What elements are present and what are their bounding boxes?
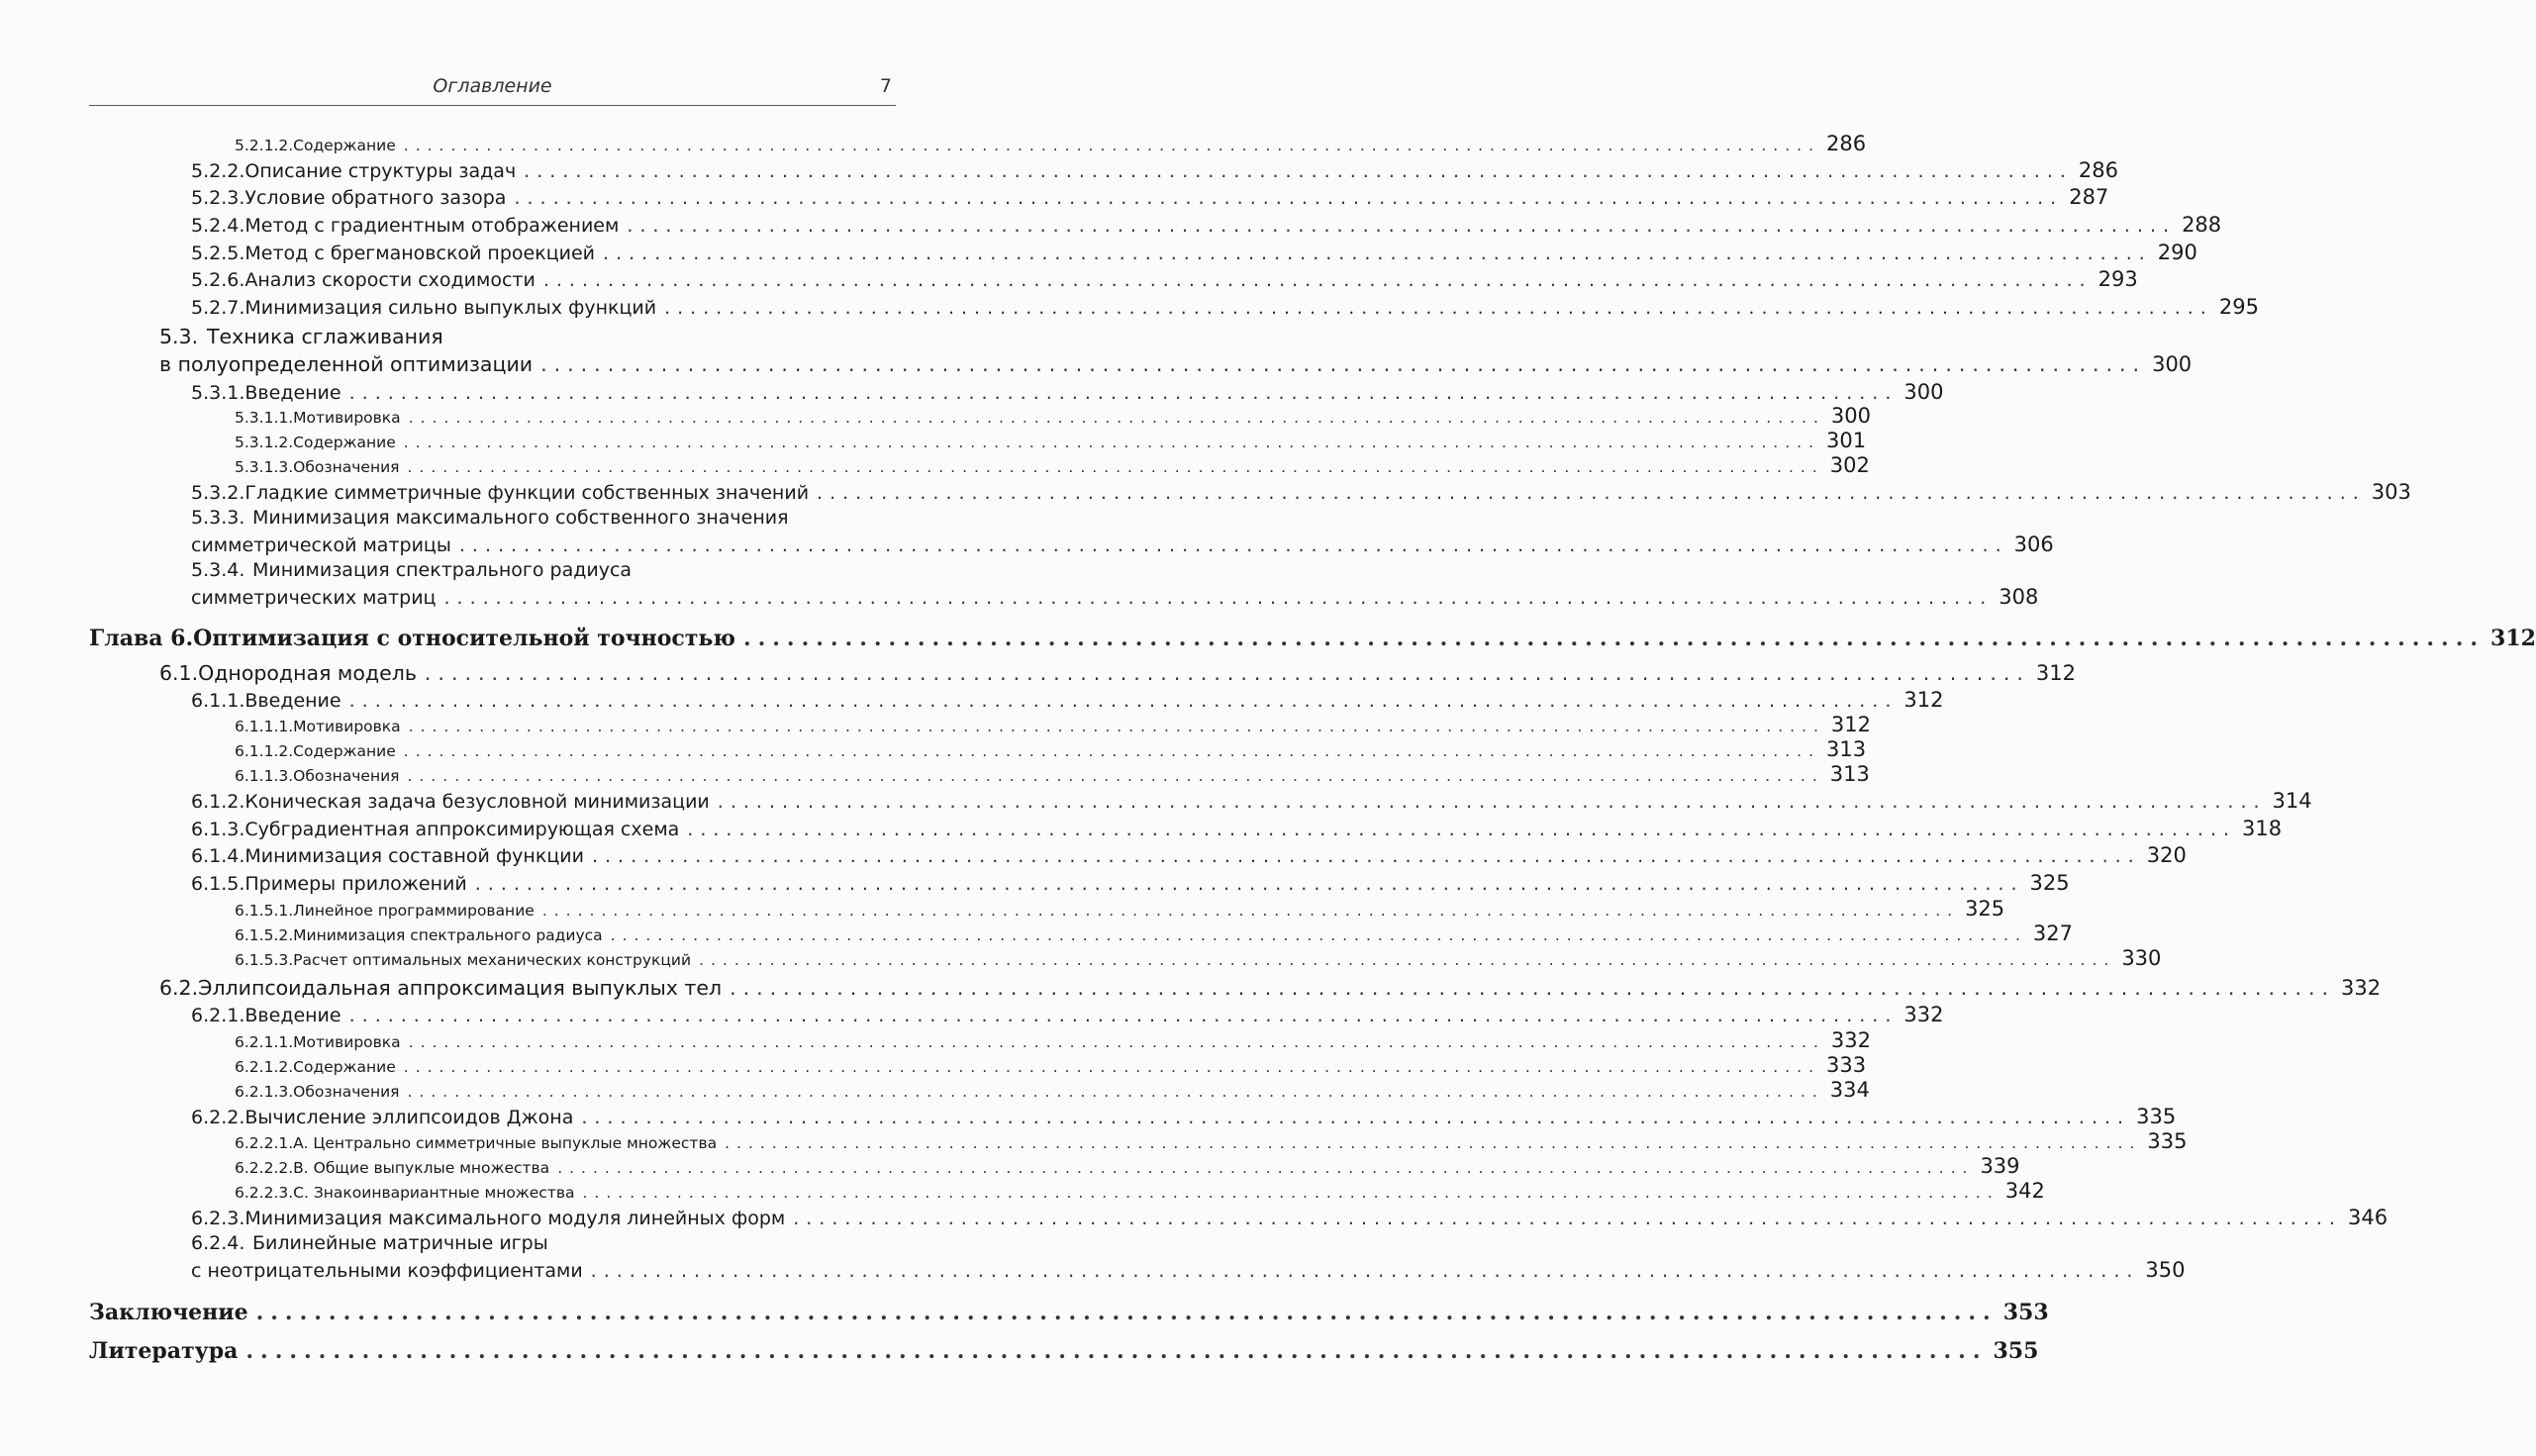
dot-leader: ........................................................................................................................ xyxy=(699,951,2116,969)
toc-entry[interactable] xyxy=(235,429,1867,452)
toc-entry[interactable] xyxy=(191,380,1944,404)
toc-entry[interactable] xyxy=(235,1129,2188,1153)
toc-page-number: 295 xyxy=(2218,295,2259,319)
toc-page-number: 314 xyxy=(2272,789,2312,813)
toc-entry-title: B. Общие выпуклые множества xyxy=(293,1159,550,1177)
dot-leader: ........................................................................................................................ xyxy=(581,1107,2131,1128)
toc-entry-number: 6.2.2.1. xyxy=(235,1134,294,1152)
toc-entry-title: Минимизация сильно выпуклых функций xyxy=(244,297,657,319)
toc-entry-title: Обозначения xyxy=(293,1083,400,1101)
toc-entry-number: 5.2.3. xyxy=(191,187,245,209)
toc-entry[interactable] xyxy=(235,1154,2020,1178)
toc-entry-title: Содержание xyxy=(293,742,396,760)
toc-page-number: 332 xyxy=(2341,976,2382,1000)
toc-entry-number: 5.3. xyxy=(159,325,199,348)
toc-page-number: 312 xyxy=(2490,626,2536,651)
toc-entry-number: 6.2.1.3. xyxy=(235,1083,294,1101)
toc-entry[interactable] xyxy=(191,213,2222,237)
toc-entry[interactable] xyxy=(191,789,2312,813)
toc-entry-number: 5.2.4. xyxy=(191,215,245,237)
toc-entry-title: Минимизация составной функции xyxy=(244,845,584,867)
toc-entry-title-continuation: в полуопределенной оптимизации xyxy=(159,352,534,376)
toc-entry-title: Содержание xyxy=(293,137,396,154)
dot-leader: ........................................................................................................................ xyxy=(725,1134,2142,1152)
dot-leader: ........................................................................................................................ xyxy=(730,976,2336,1000)
dot-leader: ........................................................................................................................ xyxy=(591,845,2141,867)
toc-page-number: 288 xyxy=(2182,213,2222,237)
toc-page-number: 303 xyxy=(2371,480,2411,504)
toc-page-number: 293 xyxy=(2097,267,2138,291)
toc-entry-number: 6.1.1. xyxy=(191,690,245,712)
toc-entry-title: Минимизация спектрального радиуса xyxy=(293,926,603,944)
toc-page-number: 312 xyxy=(1903,688,1944,712)
toc-entry-number: 5.2.1.2. xyxy=(235,137,294,154)
toc-entry[interactable] xyxy=(191,241,2197,264)
toc-entry[interactable] xyxy=(191,480,2411,504)
toc-entry-number: 6.2.4. xyxy=(191,1232,245,1254)
toc-entry[interactable] xyxy=(191,1206,2389,1229)
toc-entry-title: Введение xyxy=(244,1005,341,1026)
toc-page-number: 302 xyxy=(1829,453,1870,477)
header-page-number: 7 xyxy=(879,75,892,97)
toc-page-number: 346 xyxy=(2347,1206,2389,1229)
toc-entry-title: A. Центрально симметричные выпуклые множества xyxy=(293,1134,718,1152)
dot-leader: ........................................................................................................................ xyxy=(474,873,2024,895)
dot-leader: ........................................................................................................................ xyxy=(514,187,2064,209)
toc-entry-number: 6.1.1.2. xyxy=(235,742,294,760)
toc-entry-title: Мотивировка xyxy=(293,409,401,427)
toc-page-number: 335 xyxy=(2136,1105,2177,1128)
toc-entry-number: 5.3.2. xyxy=(191,482,245,504)
toc-entry-number: 6.1.1.1. xyxy=(235,718,294,735)
toc-page-number: 312 xyxy=(2035,661,2076,685)
toc-entry-title: Введение xyxy=(244,382,341,404)
toc-entry-title: Литература xyxy=(89,1338,239,1364)
toc-page-number: 286 xyxy=(1826,132,1867,155)
dot-leader: ........................................................................................................................ xyxy=(348,690,1899,712)
toc-page-number: 355 xyxy=(1993,1338,2039,1364)
toc-entry[interactable] xyxy=(191,185,2109,209)
toc-page-number: 342 xyxy=(2004,1179,2045,1203)
dot-leader: ........................................................................................................................ xyxy=(403,1058,1821,1076)
toc-entry[interactable] xyxy=(235,1179,2045,1203)
toc-page-number: 353 xyxy=(2002,1300,2049,1325)
toc-entry-title: C. Знакоинвариантные множества xyxy=(293,1184,575,1202)
toc-entry-first-line xyxy=(191,507,789,529)
toc-entry-title: Гладкие симметричные функции собственных значений xyxy=(244,482,810,504)
dot-leader: ........................................................................................................................ xyxy=(524,160,2073,182)
toc-entry[interactable] xyxy=(191,1003,1944,1026)
toc-entry-title: Оптимизация с относительной точностью xyxy=(193,626,735,651)
dot-leader: ........................................................................................................................ xyxy=(408,1033,1825,1051)
dot-leader: ........................................................................................................................ xyxy=(582,1184,2000,1202)
toc-entry-number: 6.1.5.3. xyxy=(235,951,294,969)
toc-entry[interactable] xyxy=(235,737,1867,761)
toc-entry-number: 6.2.1. xyxy=(191,1005,245,1026)
toc-entry-title: Содержание xyxy=(293,1058,396,1076)
dot-leader: ........................................................................................................................ xyxy=(717,791,2267,813)
toc-page-number: 332 xyxy=(1830,1028,1871,1052)
toc-entry-number: 6.2.2. xyxy=(191,1107,245,1128)
dot-leader: ........................................................................................................................ xyxy=(817,482,2366,504)
dot-leader: ........................................................................................................................ xyxy=(603,243,2152,264)
dot-leader: ........................................................................................................................ xyxy=(255,1300,1998,1325)
toc-page-number: 325 xyxy=(2029,871,2070,895)
toc-page-number: 332 xyxy=(1903,1003,1944,1026)
toc-page-number: 301 xyxy=(1826,429,1867,452)
toc-entry-number: 6.1.5.1. xyxy=(235,902,294,920)
toc-page-number: 318 xyxy=(2242,817,2283,840)
toc-entry-title: Минимизация максимального собственного значения xyxy=(252,507,789,529)
toc-entry[interactable] xyxy=(191,1258,2186,1282)
toc-entry-number: 6.1.4. xyxy=(191,845,245,867)
toc-entry-number: 6.2.1.2. xyxy=(235,1058,294,1076)
dot-leader: ........................................................................................................................ xyxy=(687,819,2237,840)
toc-entry[interactable] xyxy=(159,976,2382,1000)
toc-entry[interactable] xyxy=(235,922,2073,945)
toc-page-number: 333 xyxy=(1826,1053,1867,1077)
dot-leader: ........................................................................................................................ xyxy=(541,902,1960,920)
toc-entry-number: 6.1.5.2. xyxy=(235,926,294,944)
toc-page-number: 300 xyxy=(2152,352,2193,376)
toc-page-number: 334 xyxy=(1829,1078,1870,1102)
toc-entry-number: 5.2.7. xyxy=(191,297,245,319)
toc-entry[interactable] xyxy=(235,404,1871,428)
toc-entry-number: 5.2.2. xyxy=(191,160,245,182)
dot-leader: ........................................................................................................................ xyxy=(407,458,1824,476)
running-header xyxy=(89,71,896,106)
toc-entry[interactable] xyxy=(235,897,2005,921)
dot-leader: ........................................................................................................................ xyxy=(627,215,2177,237)
dot-leader: ........................................................................................................................ xyxy=(540,352,2147,376)
dot-leader: ........................................................................................................................ xyxy=(408,718,1825,735)
toc-entry-title-continuation: с неотрицательными коэффициентами xyxy=(191,1260,583,1282)
toc-page-number: 339 xyxy=(1980,1154,2020,1178)
dot-leader: ........................................................................................................................ xyxy=(664,297,2213,319)
toc-entry-title: Минимизация спектрального радиуса xyxy=(252,559,633,581)
toc-entry-title: Обозначения xyxy=(293,767,400,785)
toc-entry[interactable] xyxy=(191,871,2070,895)
toc-entry-title: Метод с градиентным отображением xyxy=(244,215,620,237)
toc-page-number: 350 xyxy=(2145,1258,2186,1282)
toc-entry-first-line xyxy=(191,559,632,581)
dot-leader: ........................................................................................................................ xyxy=(403,434,1821,451)
toc-entry-title: Коническая задача безусловной минимизации xyxy=(244,791,710,813)
toc-entry[interactable] xyxy=(191,585,2039,609)
toc-page-number: 313 xyxy=(1826,737,1867,761)
toc-page-number: 306 xyxy=(2013,533,2054,556)
dot-leader: ........................................................................................................................ xyxy=(424,661,2030,685)
toc-entry-number: 5.3.1.1. xyxy=(235,409,294,427)
toc-page-number: 320 xyxy=(2146,843,2187,867)
toc-entry[interactable] xyxy=(191,295,2259,319)
toc-entry-number: 6.2. xyxy=(159,976,199,1000)
toc-entry[interactable] xyxy=(89,1300,2049,1325)
toc-entry-number: 6.2.2.3. xyxy=(235,1184,294,1202)
toc-entry-title: Субградиентная аппроксимирующая схема xyxy=(244,819,680,840)
toc-entry-title: Линейное программирование xyxy=(293,902,535,920)
toc-entry-title: Однородная модель xyxy=(198,661,417,685)
toc-entry-title: Мотивировка xyxy=(293,1033,401,1051)
toc-entry[interactable] xyxy=(159,352,2193,376)
toc-page-number: 300 xyxy=(1903,380,1944,404)
header-title: Оглавление xyxy=(433,75,552,97)
toc-entry-title: Вычисление эллипсоидов Джона xyxy=(244,1107,574,1128)
toc-entry[interactable] xyxy=(89,1338,2039,1364)
toc-entry-title-continuation: симметрических матриц xyxy=(191,587,437,609)
toc-entry-number: 6.2.3. xyxy=(191,1208,245,1229)
toc-entry-number: 5.3.3. xyxy=(191,507,245,529)
dot-leader: ........................................................................................................................ xyxy=(458,534,2008,556)
dot-leader: ........................................................................................................................ xyxy=(610,926,2027,944)
toc-entry-title: Обозначения xyxy=(293,458,400,476)
toc-entry-title: Условие обратного зазора xyxy=(244,187,507,209)
dot-leader: ........................................................................................................................ xyxy=(348,382,1899,404)
toc-entry[interactable] xyxy=(235,946,2162,970)
toc-page-number: 327 xyxy=(2032,922,2073,945)
toc-page-number: 325 xyxy=(1965,897,2005,921)
toc-entry-title: Техника сглаживания xyxy=(207,325,443,348)
toc-page-number: 308 xyxy=(1999,585,2039,609)
toc-page-number: 312 xyxy=(1830,713,1871,736)
toc-entry[interactable] xyxy=(235,762,1870,786)
toc-entry[interactable] xyxy=(191,1105,2177,1128)
dot-leader: ........................................................................................................................ xyxy=(557,1159,1975,1177)
toc-entry-title: Содержание xyxy=(293,434,396,451)
toc-entry-title: Описание структуры задач xyxy=(244,160,517,182)
toc-entry-number: 5.2.6. xyxy=(191,269,245,291)
dot-leader: ........................................................................................................................ xyxy=(245,1338,1988,1364)
toc-entry[interactable] xyxy=(159,661,2076,685)
toc-entry-number: 6.2.2.2. xyxy=(235,1159,294,1177)
toc-entry[interactable] xyxy=(235,1053,1867,1077)
toc-entry-title: Примеры приложений xyxy=(244,873,467,895)
toc-page-number: 286 xyxy=(2078,158,2119,182)
dot-leader: ........................................................................................................................ xyxy=(408,409,1825,427)
toc-entry-number: 6.1.2. xyxy=(191,791,245,813)
toc-entry[interactable] xyxy=(235,453,1870,477)
toc-entry[interactable] xyxy=(191,688,1944,712)
toc-entry-number: 6.2.1.1. xyxy=(235,1033,294,1051)
toc-entry-title: Анализ скорости сходимости xyxy=(244,269,536,291)
toc-entry-number: 6.1.5. xyxy=(191,873,245,895)
toc-entry-number: Глава 6. xyxy=(89,626,194,651)
toc-entry-number: 5.2.5. xyxy=(191,243,245,264)
toc-entry-title: Мотивировка xyxy=(293,718,401,735)
toc-entry-title-continuation: симметрической матрицы xyxy=(191,534,451,556)
toc-entry-title: Расчет оптимальных механических конструкций xyxy=(293,951,692,969)
dot-leader: ........................................................................................................................ xyxy=(793,1208,2342,1229)
dot-leader: ........................................................................................................................ xyxy=(443,587,1994,609)
toc-page-number: 335 xyxy=(2147,1129,2188,1153)
toc-entry[interactable] xyxy=(191,158,2119,182)
toc-entry-number: 6.1.3. xyxy=(191,819,245,840)
toc-entry-number: 5.3.4. xyxy=(191,559,245,581)
dot-leader: ........................................................................................................................ xyxy=(403,137,1821,154)
toc-entry[interactable] xyxy=(235,1028,1871,1052)
toc-entry[interactable] xyxy=(191,267,2138,291)
toc-entry-title: Эллипсоидальная аппроксимация выпуклых тел xyxy=(198,976,723,1000)
dot-leader: ........................................................................................................................ xyxy=(407,1083,1824,1101)
toc-page-number: 287 xyxy=(2069,185,2109,209)
dot-leader: ........................................................................................................................ xyxy=(590,1260,2140,1282)
dot-leader: ........................................................................................................................ xyxy=(542,269,2093,291)
dot-leader: ........................................................................................................................ xyxy=(407,767,1824,785)
toc-entry-first-line xyxy=(191,1232,548,1254)
toc-entry[interactable] xyxy=(235,132,1867,155)
dot-leader: ........................................................................................................................ xyxy=(348,1005,1899,1026)
dot-leader: ........................................................................................................................ xyxy=(403,742,1821,760)
toc-entry[interactable] xyxy=(235,713,1871,736)
toc-entry[interactable] xyxy=(235,1078,1870,1102)
toc-entry-number: 5.3.1.2. xyxy=(235,434,294,451)
dot-leader: ........................................................................................................................ xyxy=(742,626,2486,651)
toc-entry-title: Заключение xyxy=(89,1300,248,1325)
toc-entry-number: 5.3.1. xyxy=(191,382,245,404)
toc-page-number: 330 xyxy=(2121,946,2162,970)
toc-entry-title: Билинейные матричные игры xyxy=(252,1232,548,1254)
toc-page-number: 290 xyxy=(2157,241,2197,264)
toc-entry-title: Введение xyxy=(244,690,341,712)
toc-entry-title: Метод с брегмановской проекцией xyxy=(244,243,596,264)
toc-entry-title: Минимизация максимального модуля линейных форм xyxy=(244,1208,786,1229)
toc-entry-number: 5.3.1.3. xyxy=(235,458,294,476)
toc-page-number: 300 xyxy=(1830,404,1871,428)
toc-entry-number: 6.1. xyxy=(159,661,199,685)
toc-entry[interactable] xyxy=(89,626,2536,651)
toc-entry-number: 6.1.1.3. xyxy=(235,767,294,785)
toc-entry-first-line xyxy=(159,325,443,348)
toc-entry[interactable] xyxy=(191,817,2283,840)
toc-entry[interactable] xyxy=(191,843,2187,867)
toc-page-number: 313 xyxy=(1829,762,1870,786)
toc-entry[interactable] xyxy=(191,533,2054,556)
